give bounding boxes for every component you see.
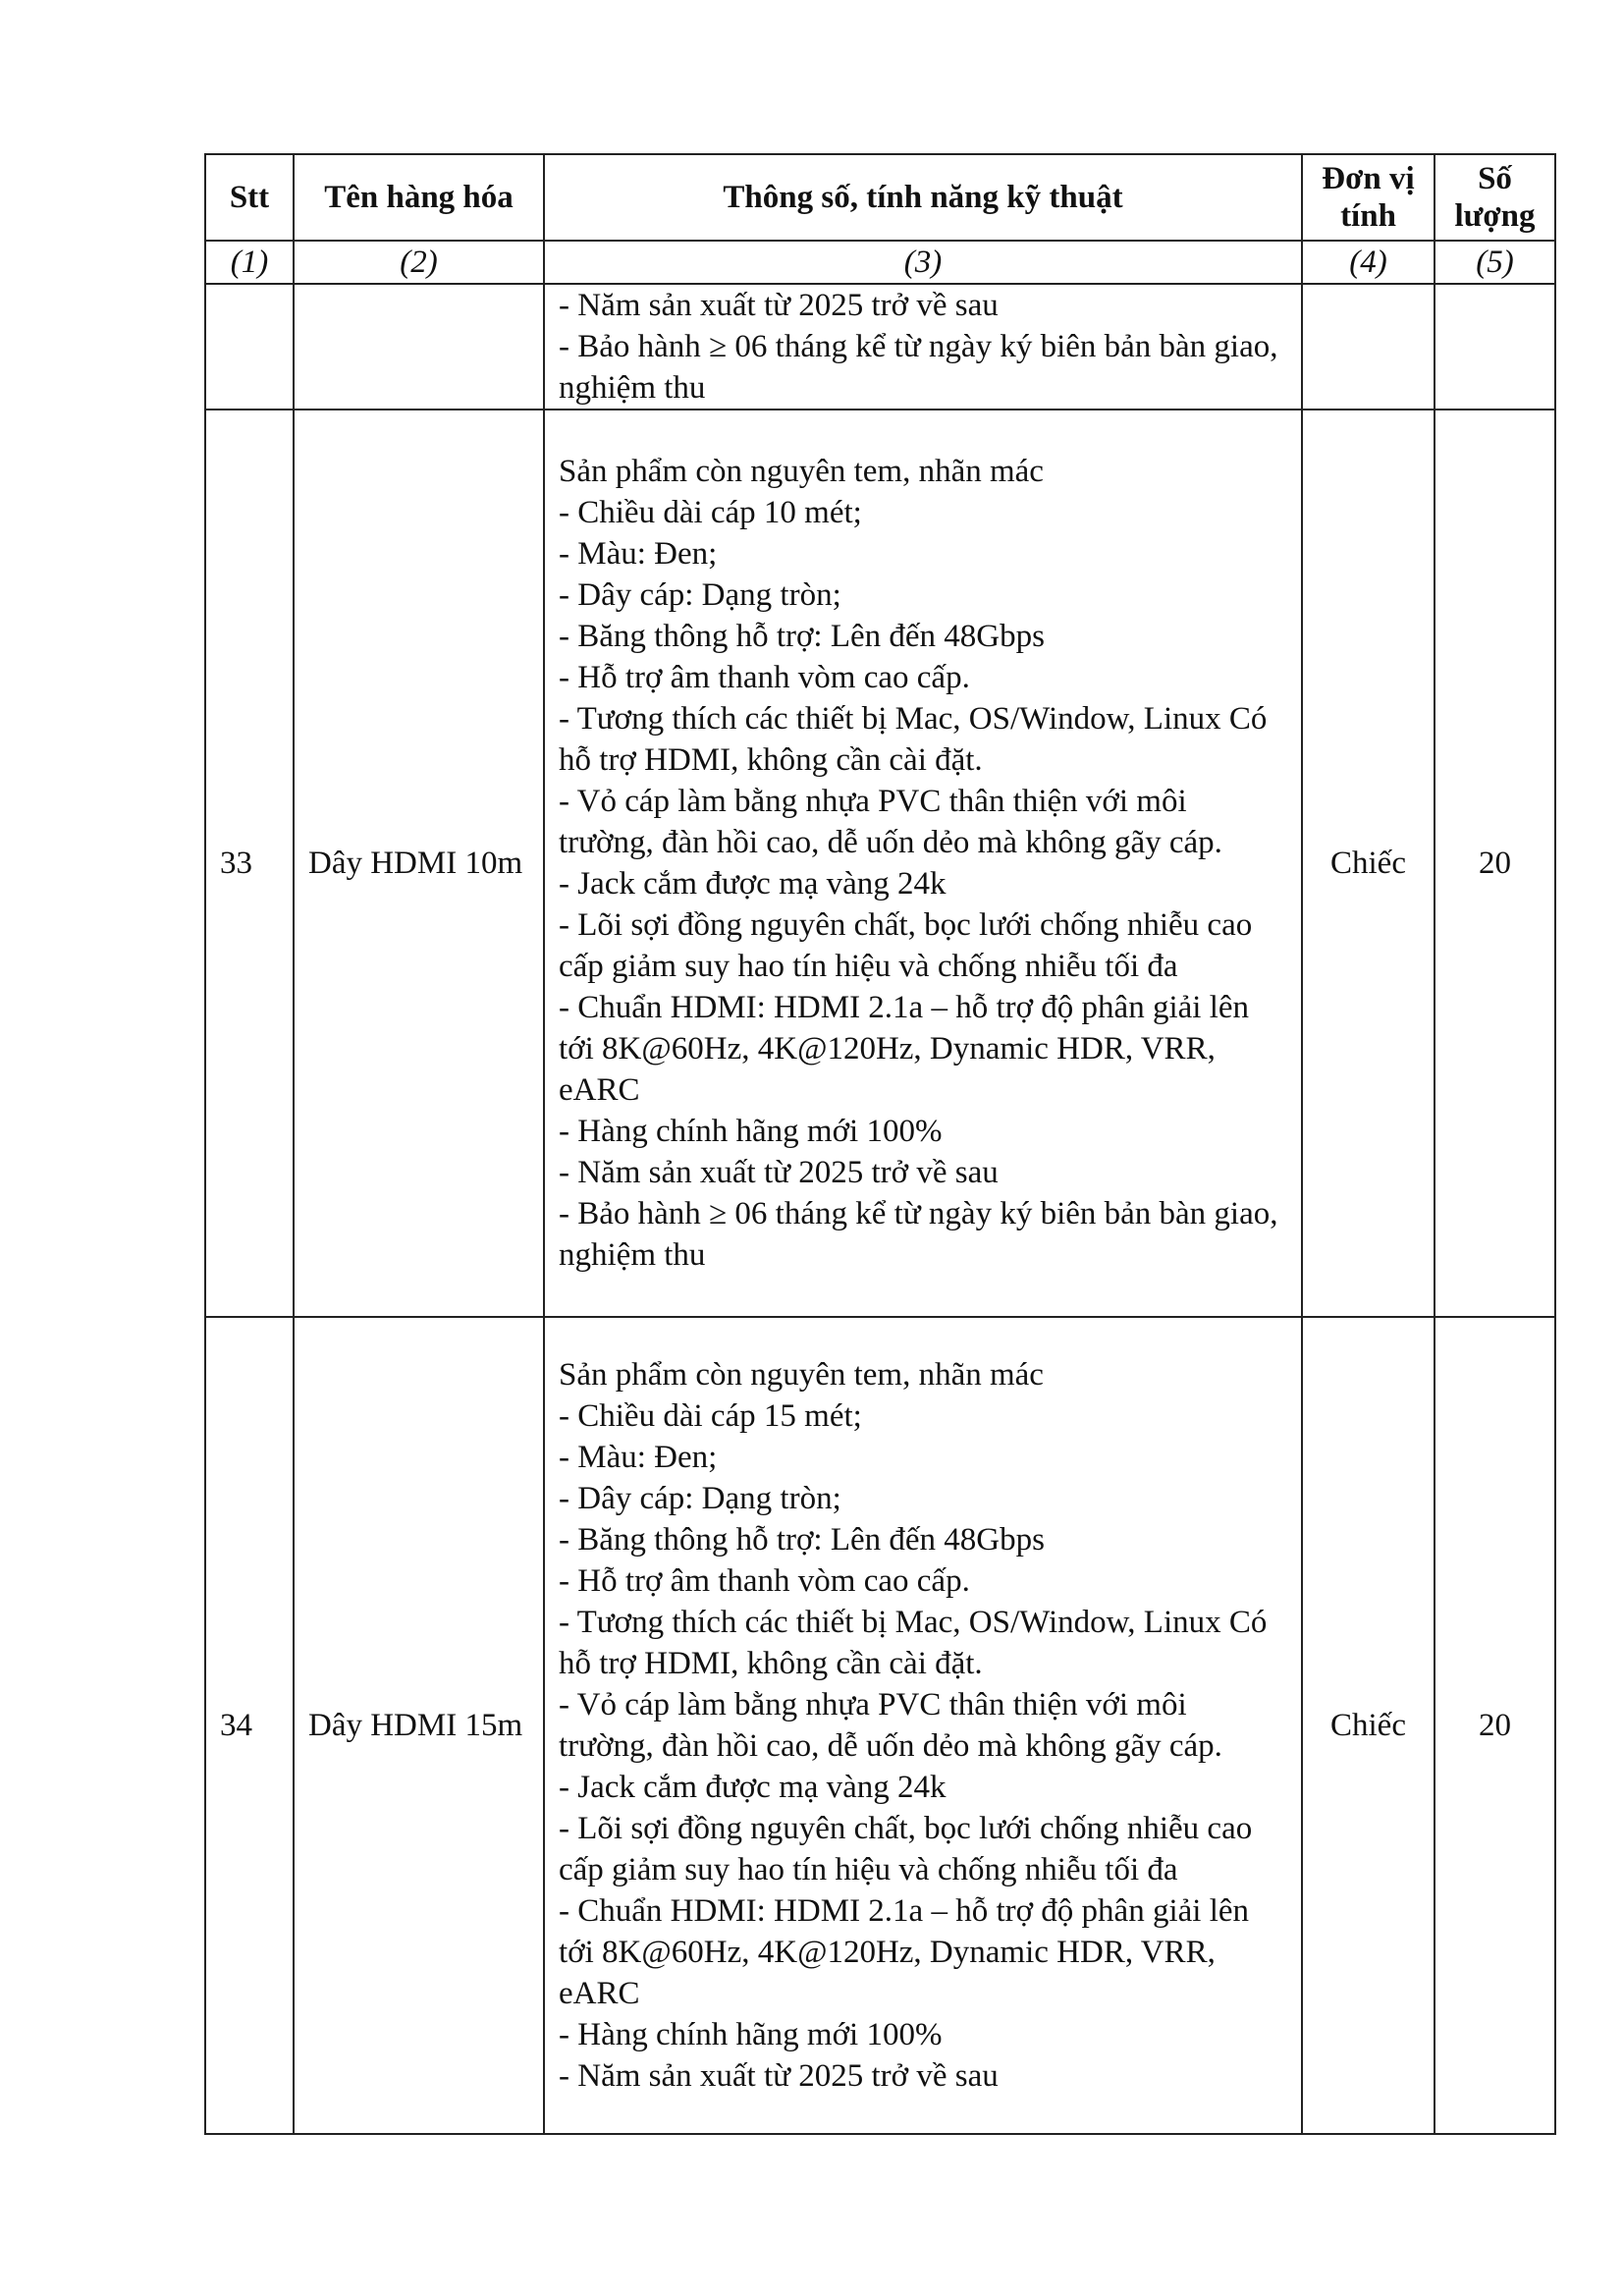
spec-line: Sản phẩm còn nguyên tem, nhãn mác <box>559 454 1044 489</box>
unit-cell: Chiếc <box>1302 410 1435 1317</box>
spec-line: - Hỗ trợ âm thanh vòm cao cấp. <box>559 1563 970 1599</box>
stt-cell <box>205 284 294 410</box>
spec-line: - Màu: Đen; <box>559 1440 718 1475</box>
column-number: (2) <box>294 241 544 284</box>
spec-line: - Hỗ trợ âm thanh vòm cao cấp. <box>559 660 970 695</box>
header-qty: Số lượng <box>1435 154 1555 241</box>
header-stt: Stt <box>205 154 294 241</box>
spec-line: - Bảo hành ≥ 06 tháng kể từ ngày ký biên bản bàn giao, nghiệm thu <box>559 329 1278 406</box>
spec-line: - Năm sản xuất từ 2025 trở về sau <box>559 1155 999 1190</box>
column-number: (4) <box>1302 241 1435 284</box>
column-number: (3) <box>544 241 1302 284</box>
spec-line: - Hàng chính hãng mới 100% <box>559 2017 943 2052</box>
name-cell: Dây HDMI 15m <box>294 1317 544 2134</box>
spec-line: - Vỏ cáp làm bằng nhựa PVC thân thiện với môi trường, đàn hồi cao, dễ uốn dẻo mà không gãy cáp. <box>559 784 1222 860</box>
spec-line: - Lõi sợi đồng nguyên chất, bọc lưới chống nhiễu cao cấp giảm suy hao tín hiệu và chống nhiễu tối đa <box>559 1811 1253 1887</box>
table-row <box>205 410 1555 1317</box>
table-row <box>205 1317 1555 2134</box>
header-spec: Thông số, tính năng kỹ thuật <box>544 154 1302 241</box>
header-name: Tên hàng hóa <box>294 154 544 241</box>
spec-cell <box>544 1317 1302 2134</box>
spec-line: - Dây cáp: Dạng tròn; <box>559 1481 841 1516</box>
spec-line: - Lõi sợi đồng nguyên chất, bọc lưới chống nhiễu cao cấp giảm suy hao tín hiệu và chống nhiễu tối đa <box>559 907 1253 984</box>
qty-cell: 20 <box>1435 1317 1555 2134</box>
spec-line: - Tương thích các thiết bị Mac, OS/Window, Linux Có hỗ trợ HDMI, không cần cài đặt. <box>559 1605 1268 1681</box>
stt-cell: 33 <box>205 410 294 1317</box>
qty-cell: 20 <box>1435 410 1555 1317</box>
spec-line: - Vỏ cáp làm bằng nhựa PVC thân thiện với môi trường, đàn hồi cao, dễ uốn dẻo mà không gãy cáp. <box>559 1687 1222 1764</box>
spec-cell <box>544 284 1302 410</box>
spec-line: - Dây cáp: Dạng tròn; <box>559 577 841 613</box>
column-number: (1) <box>205 241 294 284</box>
column-number: (5) <box>1435 241 1555 284</box>
column-number-row <box>205 241 1555 284</box>
spec-line: - Màu: Đen; <box>559 536 718 572</box>
spec-line: - Băng thông hỗ trợ: Lên đến 48Gbps <box>559 619 1045 654</box>
unit-cell <box>1302 284 1435 410</box>
spec-table <box>204 153 1556 2135</box>
name-cell: Dây HDMI 10m <box>294 410 544 1317</box>
spec-line: Sản phẩm còn nguyên tem, nhãn mác <box>559 1357 1044 1393</box>
spec-line: - Chuẩn HDMI: HDMI 2.1a – hỗ trợ độ phân giải lên tới 8K@60Hz, 4K@120Hz, Dynamic HDR, VRR, eARC <box>559 1893 1250 2011</box>
continuation-row <box>205 284 1555 410</box>
spec-line: - Hàng chính hãng mới 100% <box>559 1114 943 1149</box>
spec-line: - Jack cắm được mạ vàng 24k <box>559 866 947 902</box>
header-row <box>205 154 1555 241</box>
spec-line: - Băng thông hỗ trợ: Lên đến 48Gbps <box>559 1522 1045 1558</box>
spec-line: - Năm sản xuất từ 2025 trở về sau <box>559 288 999 323</box>
spec-line: - Jack cắm được mạ vàng 24k <box>559 1770 947 1805</box>
unit-cell: Chiếc <box>1302 1317 1435 2134</box>
spec-line: - Tương thích các thiết bị Mac, OS/Window, Linux Có hỗ trợ HDMI, không cần cài đặt. <box>559 701 1268 778</box>
spec-line: - Chiều dài cáp 15 mét; <box>559 1398 862 1434</box>
qty-cell <box>1435 284 1555 410</box>
spec-line: - Chiều dài cáp 10 mét; <box>559 495 862 530</box>
spec-line: - Chuẩn HDMI: HDMI 2.1a – hỗ trợ độ phân giải lên tới 8K@60Hz, 4K@120Hz, Dynamic HDR, VRR, eARC <box>559 990 1250 1108</box>
spec-line: - Bảo hành ≥ 06 tháng kể từ ngày ký biên bản bàn giao, nghiệm thu <box>559 1196 1278 1273</box>
spec-cell <box>544 410 1302 1317</box>
header-unit: Đơn vị tính <box>1302 154 1435 241</box>
name-cell <box>294 284 544 410</box>
spec-line: - Năm sản xuất từ 2025 trở về sau <box>559 2058 999 2094</box>
stt-cell: 34 <box>205 1317 294 2134</box>
